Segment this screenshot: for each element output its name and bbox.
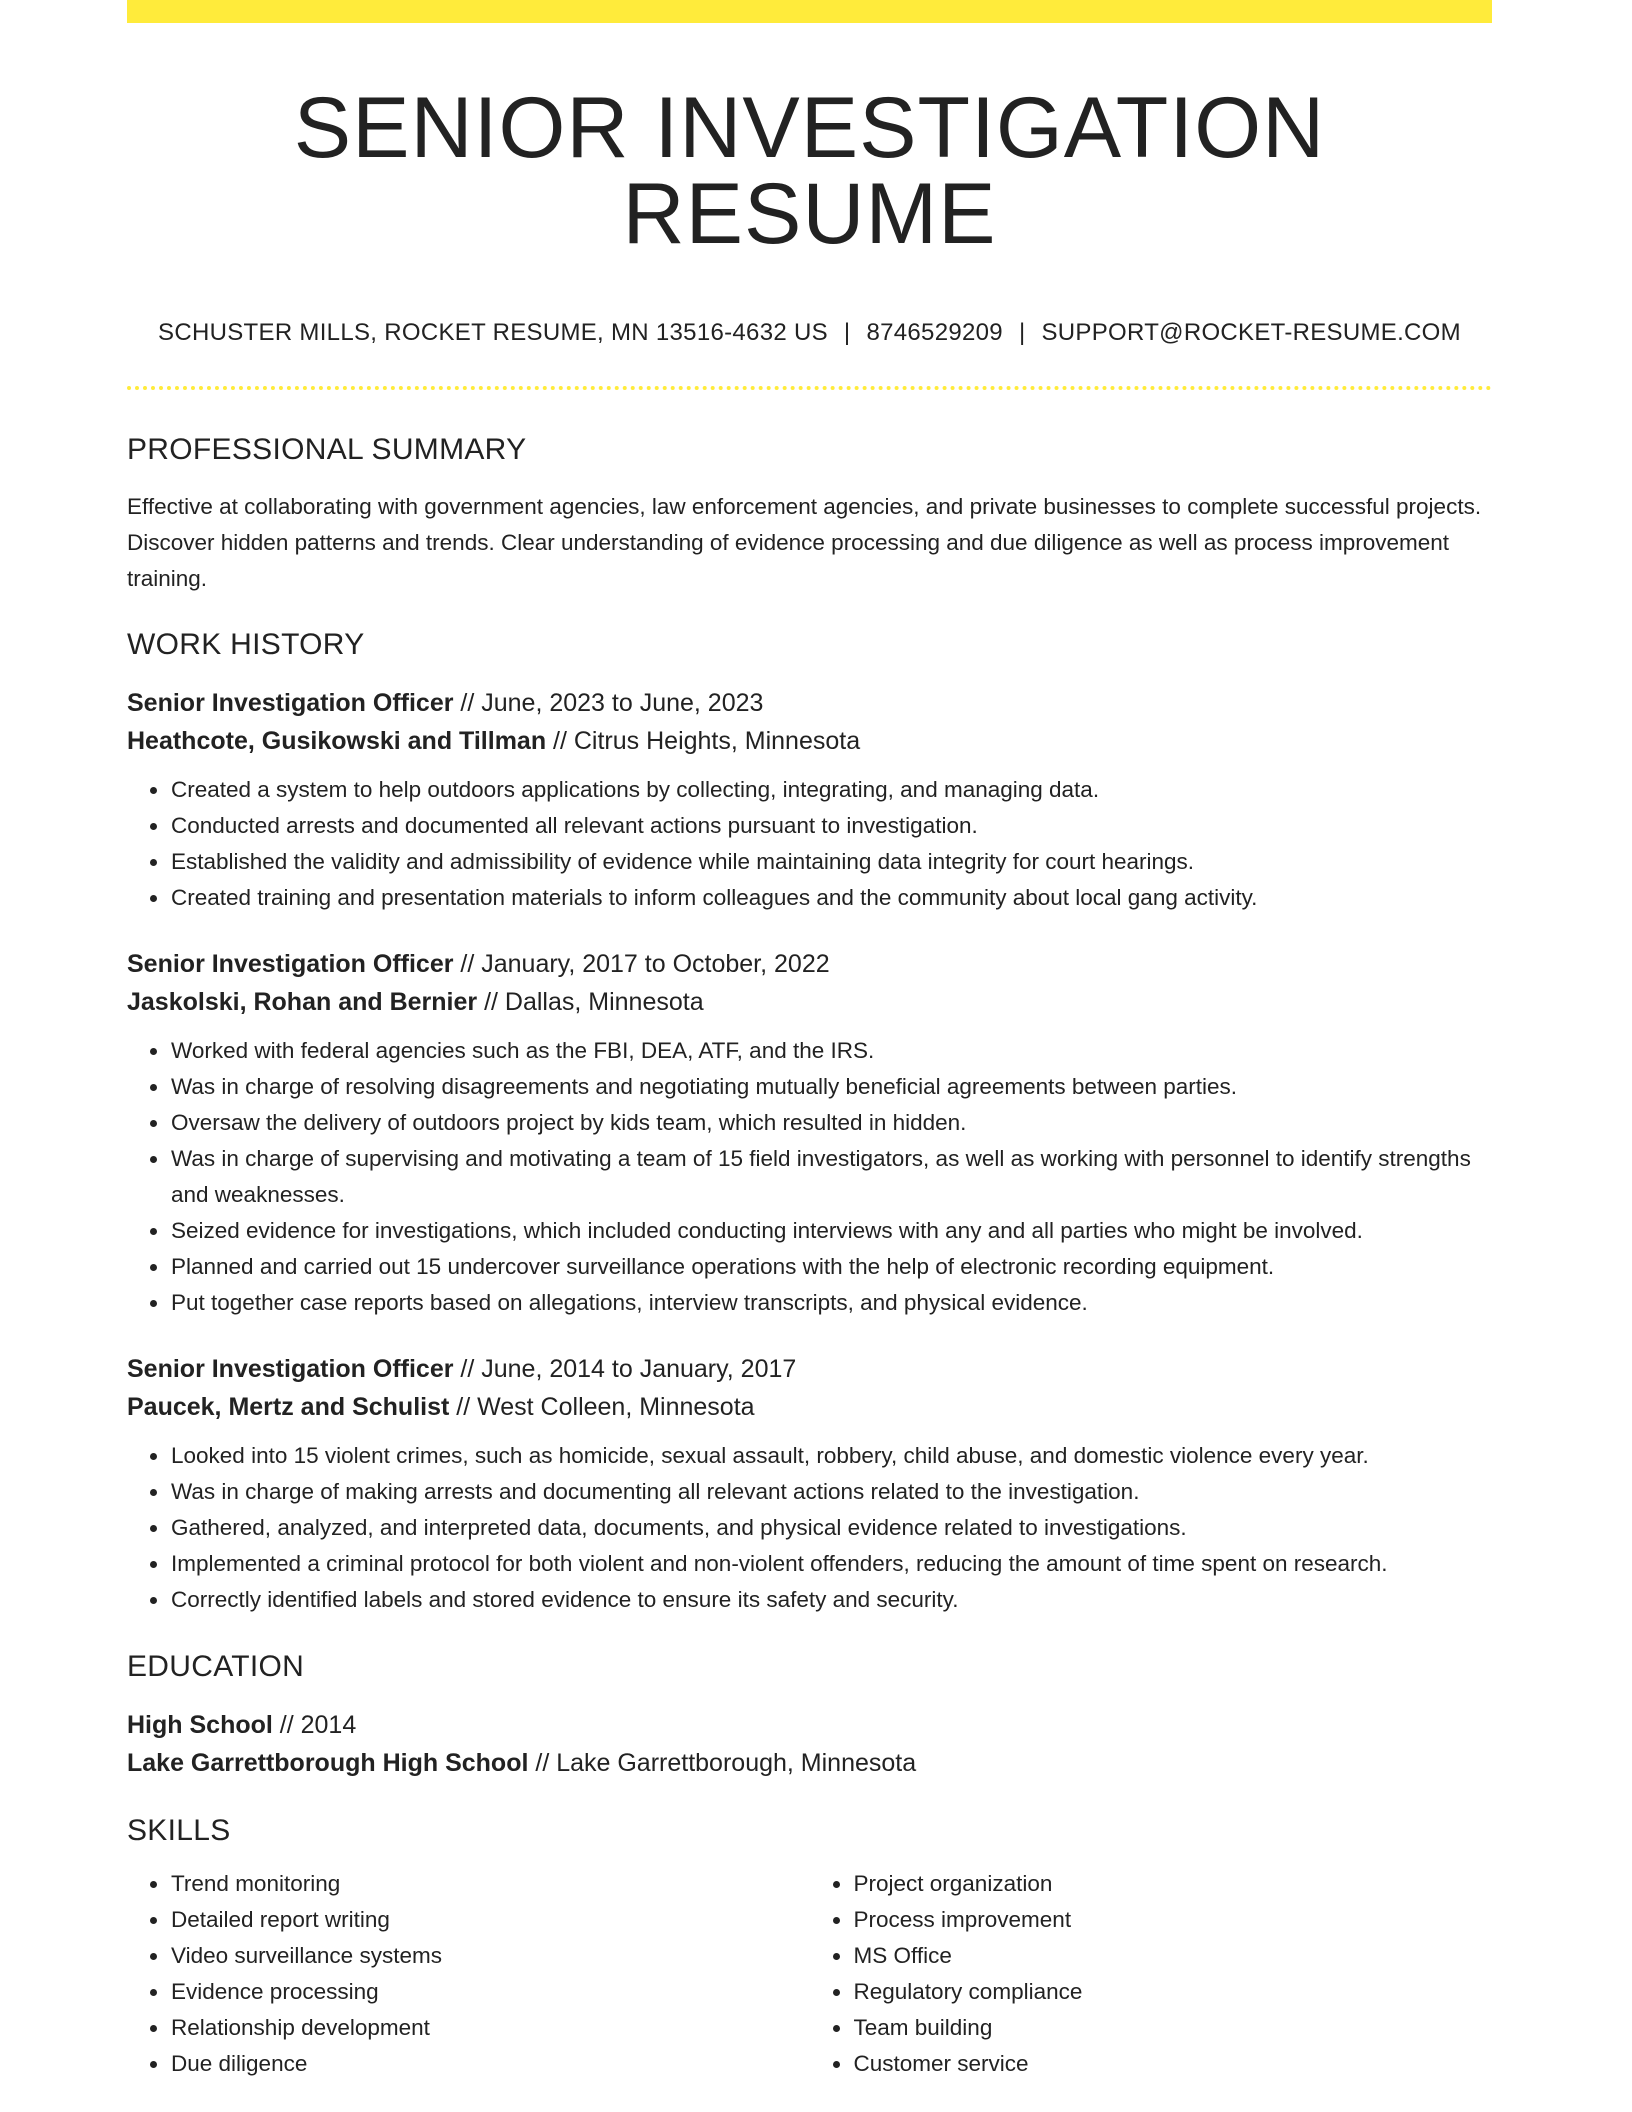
job-location: // Dallas, Minnesota — [477, 988, 704, 1016]
job-bullets — [127, 1033, 1492, 1321]
job-bullet: • Created a system to help outdoors applications by collecting, integrating, and managing data. — [170, 772, 1492, 808]
skill-item: • Due diligence — [170, 2046, 810, 2082]
skill-item: • Regulatory compliance — [853, 1974, 1493, 2010]
job-company: Jaskolski, Rohan and Bernier — [127, 988, 478, 1016]
job-bullet: • Put together case reports based on allegations, interview transcripts, and physical evidence. — [170, 1285, 1492, 1321]
job-role: Senior Investigation Officer — [127, 1355, 454, 1383]
job-dates: // January, 2017 to October, 2022 — [453, 950, 830, 978]
resume-title: SENIOR INVESTIGATION RESUME — [293, 80, 1326, 262]
job-bullet: • Was in charge of supervising and motivating a team of 15 field investigators, as well as working with personnel to identify strengths and weaknesses. — [170, 1141, 1492, 1213]
job-bullet: • Established the validity and admissibility of evidence while maintaining data integrity for court hearings. — [170, 844, 1492, 880]
summary-text: Effective at collaborating with government agencies, law enforcement agencies, and private businesses to complete successful projects. Discover hidden patterns and trends. Clear understanding of evidence processing and due diligence as well as process improvement training. — [127, 494, 1482, 591]
job-entry — [127, 1350, 1492, 1618]
skill-item: • MS Office — [853, 1938, 1493, 1974]
education-heading: EDUCATION — [127, 1650, 305, 1683]
contact-address: SCHUSTER MILLS, ROCKET RESUME, MN 13516-4632 US — [158, 319, 828, 346]
skills-list-left — [127, 1866, 810, 2082]
contact-phone: 8746529209 — [866, 319, 1003, 346]
job-bullet: • Was in charge of resolving disagreements and negotiating mutually beneficial agreements between parties. — [170, 1069, 1492, 1105]
education-degree-line — [127, 1706, 1492, 1744]
job-company-line — [127, 983, 1492, 1021]
job-bullet: • Was in charge of making arrests and documenting all relevant actions related to the investigation. — [170, 1474, 1492, 1510]
skill-item: • Team building — [853, 2010, 1493, 2046]
job-bullet: • Gathered, analyzed, and interpreted data, documents, and physical evidence related to investigations. — [170, 1510, 1492, 1546]
job-dates: // June, 2023 to June, 2023 — [453, 689, 764, 717]
education-location: // Lake Garrettborough, Minnesota — [528, 1749, 917, 1777]
job-bullet: • Seized evidence for investigations, which included conducting interviews with any and all parties who might be involved. — [170, 1213, 1492, 1249]
education-school: Lake Garrettborough High School — [127, 1749, 529, 1777]
job-company: Heathcote, Gusikowski and Tillman — [127, 727, 547, 755]
job-bullet: • Created training and presentation materials to inform colleagues and the community about local gang activity. — [170, 880, 1492, 916]
job-company: Paucek, Mertz and Schulist — [127, 1393, 450, 1421]
job-title-line — [127, 945, 1492, 983]
skills-columns — [127, 1866, 1492, 2082]
job-title-line — [127, 1350, 1492, 1388]
education-degree: High School — [127, 1711, 273, 1739]
job-bullet: • Worked with federal agencies such as the FBI, DEA, ATF, and the IRS. — [170, 1033, 1492, 1069]
contact-separator: | — [1018, 319, 1026, 346]
contact-separator: | — [843, 319, 851, 346]
accent-top-bar — [127, 0, 1492, 23]
job-bullet: • Correctly identified labels and stored evidence to ensure its safety and security. — [170, 1582, 1492, 1618]
job-entry — [127, 684, 1492, 916]
job-bullet: • Oversaw the delivery of outdoors project by kids team, which resulted in hidden. — [170, 1105, 1492, 1141]
job-bullets — [127, 772, 1492, 916]
job-bullet: • Implemented a criminal protocol for both violent and non-violent offenders, reducing the amount of time spent on research. — [170, 1546, 1492, 1582]
job-company-line — [127, 1388, 1492, 1426]
skill-item: • Video surveillance systems — [170, 1938, 810, 1974]
job-location: // West Colleen, Minnesota — [449, 1393, 755, 1421]
skill-item: • Customer service — [853, 2046, 1493, 2082]
skill-item: • Evidence processing — [170, 1974, 810, 2010]
education-entry — [127, 1706, 1492, 1782]
job-entry — [127, 945, 1492, 1321]
skill-item: • Process improvement — [853, 1902, 1493, 1938]
job-role: Senior Investigation Officer — [127, 689, 454, 717]
job-bullet: • Planned and carried out 15 undercover surveillance operations with the help of electronic recording equipment. — [170, 1249, 1492, 1285]
job-bullets — [127, 1438, 1492, 1618]
skills-heading: SKILLS — [127, 1814, 231, 1847]
summary-heading: PROFESSIONAL SUMMARY — [127, 433, 527, 466]
skill-item: • Trend monitoring — [170, 1866, 810, 1902]
skill-item: • Detailed report writing — [170, 1902, 810, 1938]
resume-page — [127, 0, 1492, 2082]
work-history-heading: WORK HISTORY — [127, 628, 365, 661]
skill-item: • Project organization — [853, 1866, 1493, 1902]
job-dates: // June, 2014 to January, 2017 — [453, 1355, 797, 1383]
education-school-line — [127, 1744, 1492, 1782]
contact-line — [127, 319, 1492, 347]
contact-email: SUPPORT@ROCKET-RESUME.COM — [1041, 319, 1461, 346]
job-company-line — [127, 722, 1492, 760]
job-bullet: • Looked into 15 violent crimes, such as homicide, sexual assault, robbery, child abuse, and domestic violence every year. — [170, 1438, 1492, 1474]
skill-item: • Relationship development — [170, 2010, 810, 2046]
job-location: // Citrus Heights, Minnesota — [546, 727, 861, 755]
dotted-divider — [127, 386, 1492, 390]
job-title-line — [127, 684, 1492, 722]
skills-list-right — [810, 1866, 1493, 2082]
education-year: // 2014 — [272, 1711, 357, 1739]
job-role: Senior Investigation Officer — [127, 950, 454, 978]
job-bullet: • Conducted arrests and documented all relevant actions pursuant to investigation. — [170, 808, 1492, 844]
